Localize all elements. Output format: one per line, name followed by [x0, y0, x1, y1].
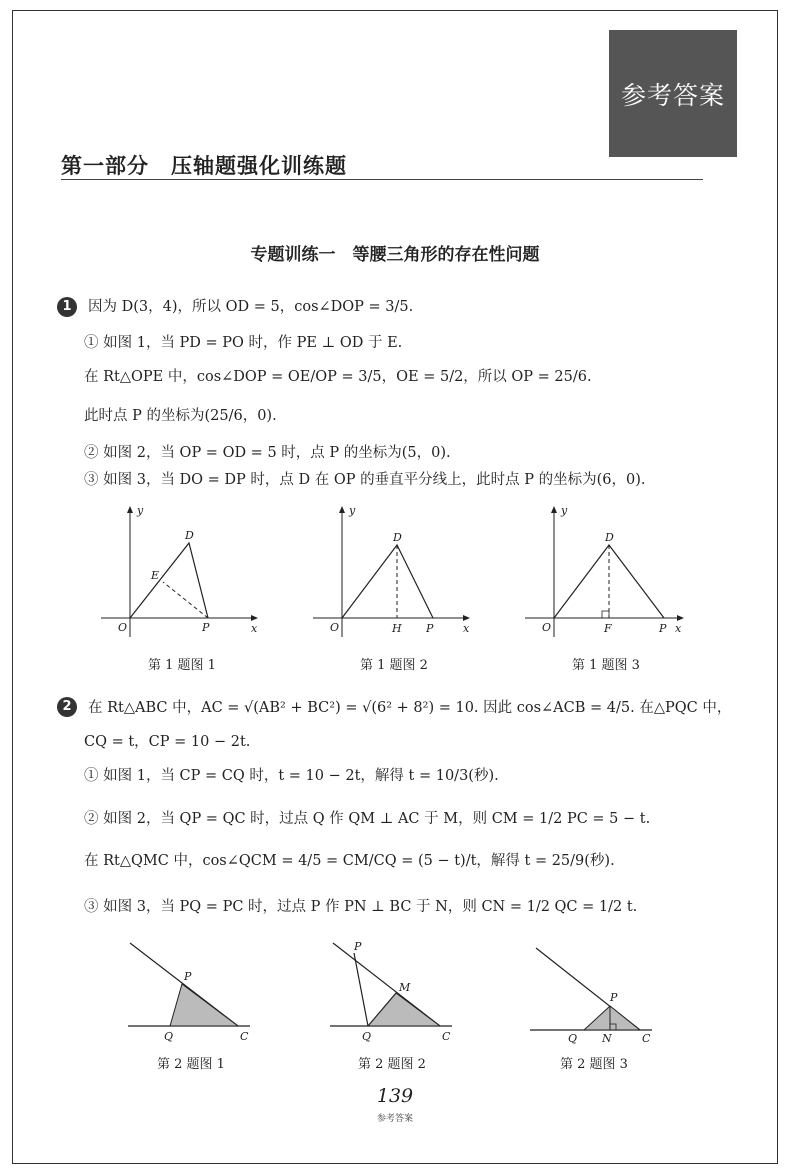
problem-2-caption-2: 第 2 题图 2	[358, 1057, 426, 1072]
triangle-pqc	[170, 984, 238, 1026]
label-x: x	[463, 622, 470, 635]
label-d: D	[185, 529, 194, 542]
label-o: O	[118, 621, 128, 634]
y-axis-arrow	[551, 506, 557, 513]
problem-2-figure-1	[126, 938, 266, 1048]
part-title: 第一部分 压轴题强化训练题	[61, 153, 347, 178]
label-x: x	[675, 622, 682, 635]
problem-2-line-1: 在 Rt△ABC 中，AC = √(AB² + BC²) = √(6² + 8²) = 10. 因此 cos∠ACB = 4/5. 在△PQC 中，	[88, 700, 732, 716]
label-f: F	[604, 622, 612, 635]
problem-1-figure-3	[520, 502, 695, 642]
problem-1-line-6: ③ 如图 3，当 DO = DP 时，点 D 在 OP 的垂直平分线上，此时点 P 的坐标为(6，0).	[84, 472, 646, 488]
problem-2-line-3: ① 如图 1，当 CP = CQ 时，t = 10 − 2t，解得 t = 10/3(秒).	[84, 768, 499, 784]
x-axis-arrow	[677, 615, 684, 621]
problem-2-caption-3: 第 2 题图 3	[560, 1057, 628, 1072]
triangle-odp	[342, 545, 433, 618]
label-p: P	[184, 970, 192, 983]
label-h: H	[392, 622, 402, 635]
part-title-rule	[61, 179, 703, 180]
answer-tab-label: 参考答案	[620, 81, 725, 110]
label-p: P	[610, 991, 618, 1004]
right-angle-mark	[602, 611, 609, 618]
label-q: Q	[164, 1030, 174, 1043]
label-p: P	[354, 940, 362, 953]
problem-2-line-2: CQ = t，CP = 10 − 2t.	[84, 734, 251, 750]
label-y: y	[137, 504, 144, 517]
section-title: 专题训练一 等腰三角形的存在性问题	[250, 245, 540, 265]
problem-2-caption-1: 第 2 题图 1	[157, 1057, 225, 1072]
label-o: O	[330, 621, 340, 634]
problem-2-number: 2	[57, 697, 77, 717]
label-p: P	[659, 622, 667, 635]
triangle-pqc	[584, 1006, 640, 1030]
problem-1-line-5: ② 如图 2，当 OP = OD = 5 时，点 P 的坐标为(5，0).	[84, 445, 451, 461]
y-axis-arrow	[127, 506, 133, 513]
answer-tab	[609, 30, 737, 157]
triangle-odp	[130, 543, 208, 618]
problem-1-figure-2	[308, 502, 478, 642]
problem-1-line-1: 因为 D(3，4)，所以 OD = 5，cos∠DOP = 3/5.	[88, 299, 414, 315]
problem-1-number: 1	[57, 297, 77, 317]
label-y: y	[349, 504, 356, 517]
problem-1-caption-1: 第 1 题图 1	[148, 658, 216, 673]
label-y: y	[561, 504, 568, 517]
label-x: x	[251, 622, 258, 635]
y-axis-arrow	[339, 506, 345, 513]
label-c: C	[240, 1030, 249, 1043]
label-c: C	[642, 1032, 651, 1045]
label-d: D	[393, 531, 402, 544]
problem-1-line-3: 在 Rt△OPE 中，cos∠DOP = OE/OP = 3/5，OE = 5/2，所以 OP = 25/6.	[84, 369, 592, 385]
label-c: C	[442, 1030, 451, 1043]
running-title: 参考答案	[376, 1114, 413, 1124]
problem-2-line-5: 在 Rt△QMC 中，cos∠QCM = 4/5 = CM/CQ = (5 − t)/t，解得 t = 25/9(秒).	[84, 853, 615, 869]
problem-1-figure-1	[96, 502, 266, 642]
label-d: D	[605, 531, 614, 544]
line-pq	[354, 953, 368, 1026]
problem-1-caption-2: 第 1 题图 2	[360, 658, 428, 673]
problem-1-line-2: ① 如图 1，当 PD = PO 时，作 PE ⊥ OD 于 E.	[84, 335, 403, 351]
problem-1-line-4: 此时点 P 的坐标为(25/6，0).	[84, 408, 277, 424]
x-axis-arrow	[251, 615, 258, 621]
label-p: P	[202, 621, 210, 634]
label-q: Q	[568, 1032, 578, 1045]
x-axis-arrow	[463, 615, 470, 621]
problem-2-figure-3	[528, 938, 668, 1048]
perpendicular-pe	[163, 582, 208, 618]
problem-2-figure-2	[328, 938, 468, 1048]
problem-1-caption-3: 第 1 题图 3	[572, 658, 640, 673]
problem-2-line-6: ③ 如图 3，当 PQ = PC 时，过点 P 作 PN ⊥ BC 于 N，则 CN = 1/2 QC = 1/2 t.	[84, 899, 638, 915]
label-e: E	[151, 569, 160, 582]
label-p: P	[426, 622, 434, 635]
label-m: M	[399, 981, 411, 994]
label-n: N	[602, 1032, 612, 1045]
page-number: 139	[376, 1085, 414, 1107]
label-o: O	[542, 621, 552, 634]
problem-2-line-4: ② 如图 2，当 QP = QC 时，过点 Q 作 QM ⊥ AC 于 M，则 CM = 1/2 PC = 5 − t.	[84, 811, 651, 827]
label-q: Q	[362, 1030, 372, 1043]
